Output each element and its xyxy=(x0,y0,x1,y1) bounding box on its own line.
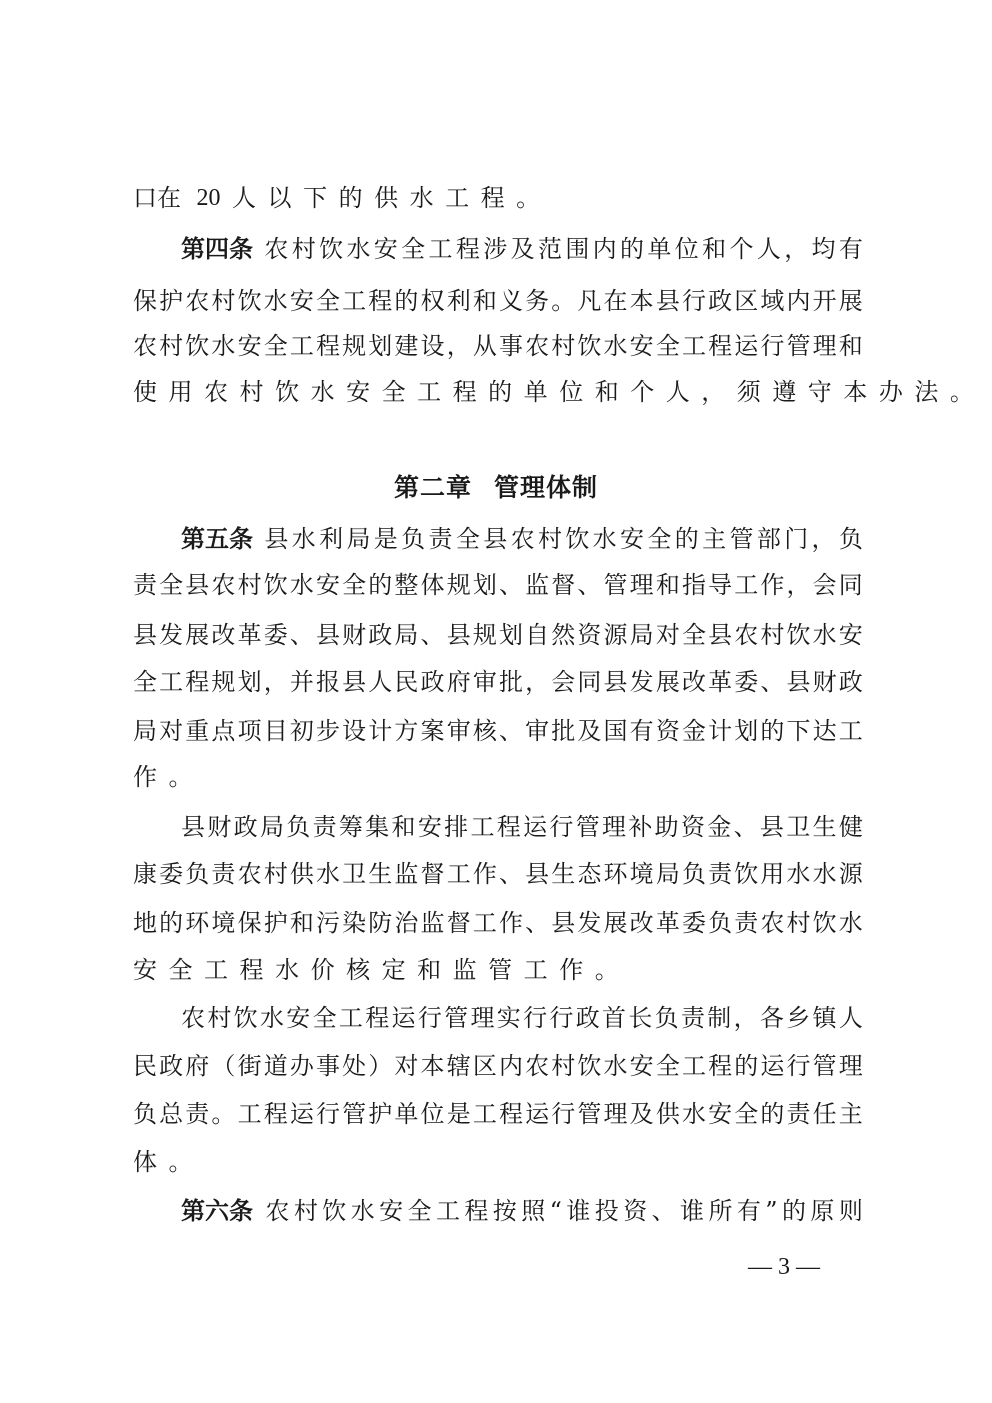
text-line: 农 村 饮 水 安 全 工 程 运 行 管 理 实 行 行 政 首 长 负 责 制 ， 各 乡 镇 人 xyxy=(181,1004,863,1032)
text-line: 体 。 xyxy=(133,1148,193,1176)
text-line: 作 。 xyxy=(133,763,193,791)
text-line: 地 的 环 境 保 护 和 污 染 防 治 监 督 工 作 、 县 发 展 改 革 委 负 责 农 村 饮 水 xyxy=(133,909,863,937)
text-line: 使 用 农 村 饮 水 安 全 工 程 的 单 位 和 个 人 ， 须 遵 守 本 办 法 。 xyxy=(133,378,974,406)
text-line: 全 工 程 规 划 ， 并 报 县 人 民 政 府 审 批 ， 会 同 县 发 展 改 革 委 、 县 财 政 xyxy=(133,668,863,696)
text-line: 口在 20 人 以 下 的 供 水 工 程 。 xyxy=(133,184,541,212)
article-first-line: 第四条 农 村 饮 水 安 全 工 程 涉 及 范 围 内 的 单 位 和 个 人 ， 均 有 xyxy=(181,235,863,263)
page-number: — 3 — xyxy=(748,1254,820,1280)
article-first-line: 第五条 县 水 利 局 是 负 责 全 县 农 村 饮 水 安 全 的 主 管 部 门 ， 负 xyxy=(181,525,863,553)
text-line: 康 委 负 责 农 村 供 水 卫 生 监 督 工 作 、 县 生 态 环 境 局 负 责 饮 用 水 水 源 xyxy=(133,860,863,888)
chapter-title: 管理体制 xyxy=(494,473,599,502)
text-line: 农 村 饮 水 安 全 工 程 规 划 建 设 ， 从 事 农 村 饮 水 安 全 工 程 运 行 管 理 和 xyxy=(133,332,863,360)
article-first-line: 第六条 农 村 饮 水 安 全 工 程 按 照 “ 谁 投 资 、 谁 所 有 ” 的 原 则 xyxy=(181,1197,863,1225)
text-segment: 口在 xyxy=(133,184,181,212)
article-label: 第六条 xyxy=(181,1197,253,1225)
text-line: 负 总 责 。 工 程 运 行 管 护 单 位 是 工 程 运 行 管 理 及 供 水 安 全 的 责 任 主 xyxy=(133,1100,863,1128)
number: 20 xyxy=(196,185,221,211)
text-line: 民 政 府 （ 街 道 办 事 处 ） 对 本 辖 区 内 农 村 饮 水 安 全 工 程 的 运 行 管 理 xyxy=(133,1052,863,1080)
chapter-number: 第二章 xyxy=(393,473,472,502)
article-label: 第四条 xyxy=(181,235,253,263)
text-line: 保 护 农 村 饮 水 安 全 工 程 的 权 利 和 义 务 。 凡 在 本 县 行 政 区 域 内 开 展 xyxy=(133,287,863,315)
article-label: 第五条 xyxy=(181,525,253,553)
text-line: 县 发 展 改 革 委 、 县 财 政 局 、 县 规 划 自 然 资 源 局 对 全 县 农 村 饮 水 安 xyxy=(133,621,863,649)
text-line: 县 财 政 局 负 责 筹 集 和 安 排 工 程 运 行 管 理 补 助 资 金 、 县 卫 生 健 xyxy=(181,813,863,841)
text-line: 安 全 工 程 水 价 核 定 和 监 管 工 作 。 xyxy=(133,956,619,984)
chapter-heading xyxy=(0,470,992,506)
text-line: 责 全 县 农 村 饮 水 安 全 的 整 体 规 划 、 监 督 、 管 理 和 指 导 工 作 ， 会 同 xyxy=(133,571,863,599)
text-line: 局 对 重 点 项 目 初 步 设 计 方 案 审 核 、 审 批 及 国 有 资 金 计 划 的 下 达 工 xyxy=(133,717,863,745)
